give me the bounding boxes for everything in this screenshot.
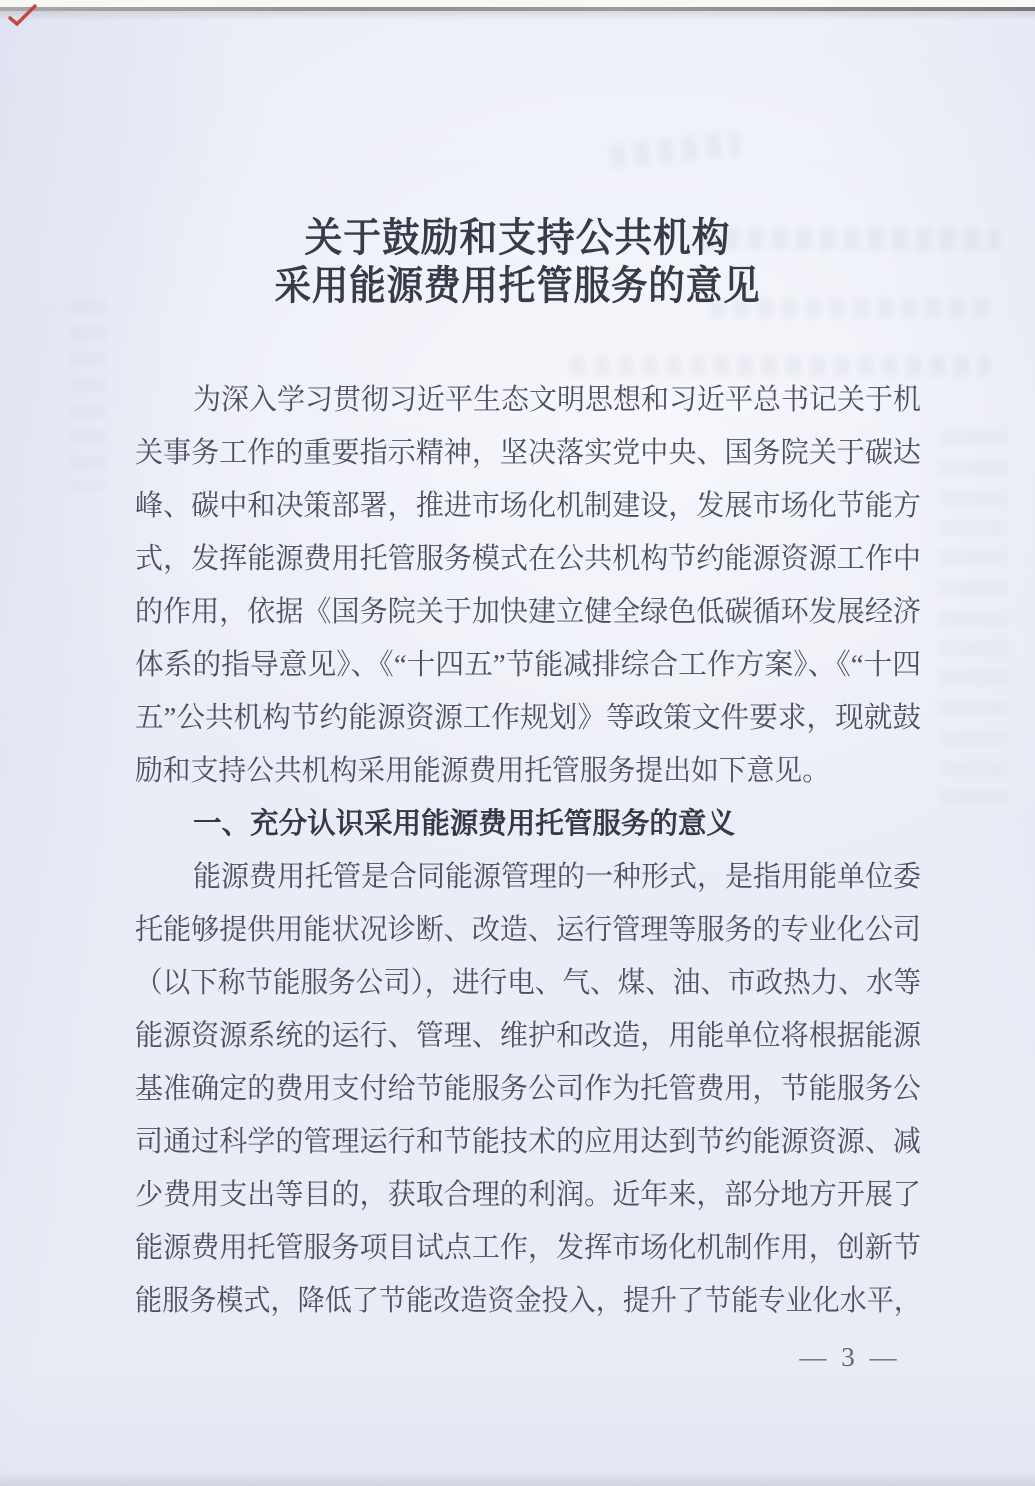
paragraph1-line: 关事务工作的重要指示精神，坚决落实党中央、国务院关于碳达 [135, 437, 921, 469]
bleedthrough-smudge [938, 430, 1008, 810]
paragraph2-line: 能源费用托管是合同能源管理的一种形式，是指用能单位委 [193, 861, 921, 893]
paragraph1-line: 式，发挥能源费用托管服务模式在公共机构节约能源资源工作中 [135, 543, 921, 575]
paragraph2-line: （以下称节能服务公司），进行电、气、煤、油、市政热力、水等 [135, 967, 921, 999]
scan-edge-white-strip [0, 0, 1035, 7]
page-number: — 3 — [799, 1342, 901, 1372]
document-title [0, 214, 1035, 310]
paragraph1-line: 峰、碳中和决策部署，推进市场化机制建设，发展市场化节能方 [135, 490, 921, 522]
document-title-line-1: 关于鼓励和支持公共机构 [304, 215, 731, 260]
red-pen-mark [8, 3, 38, 27]
bleedthrough-smudge [570, 356, 990, 376]
paragraph1-line: 的作用，依据《国务院关于加快建立健全绿色低碳循环发展经济 [135, 596, 921, 628]
bleedthrough-smudge [70, 300, 106, 490]
document-title-line-2: 采用能源费用托管服务的意见 [274, 263, 761, 308]
paragraph2-line: 托能够提供用能状况诊断、改造、运行管理等服务的专业化公司 [135, 914, 921, 946]
paragraph2-line: 能源资源系统的运行、管理、维护和改造，用能单位将根据能源 [135, 1020, 921, 1052]
paragraph2-line: 能源费用托管服务项目试点工作，发挥市场化机制作用，创新节 [135, 1232, 921, 1264]
document-body [135, 374, 925, 1328]
paragraph1-line: 为深入学习贯彻习近平生态文明思想和习近平总书记关于机 [193, 384, 921, 416]
paragraph2-line: 能服务模式，降低了节能改造资金投入，提升了节能专业化水平， [135, 1285, 921, 1317]
paragraph2-line: 少费用支出等目的，获取合理的利润。近年来，部分地方开展了 [135, 1179, 921, 1211]
section1-heading: 一、充分认识采用能源费用托管服务的意义 [193, 808, 735, 840]
paragraph1-line: 体系的指导意见》、《“十四五”节能减排综合工作方案》、《“十四 [135, 649, 921, 681]
paragraph2-line: 司通过科学的管理运行和节能技术的应用达到节约能源资源、减 [135, 1126, 921, 1158]
paragraph2-line: 基准确定的费用支付给节能服务公司作为托管费用，节能服务公 [135, 1073, 921, 1105]
scan-edge-shadow [0, 11, 1035, 21]
paragraph1-line: 五”公共机构节约能源资源工作规划》等政策文件要求，现就鼓 [135, 702, 921, 734]
scan-bottom-shadow [0, 1472, 1035, 1486]
bleedthrough-smudge [609, 131, 741, 168]
paragraph1-line: 励和支持公共机构采用能源费用托管服务提出如下意见。 [135, 755, 830, 787]
